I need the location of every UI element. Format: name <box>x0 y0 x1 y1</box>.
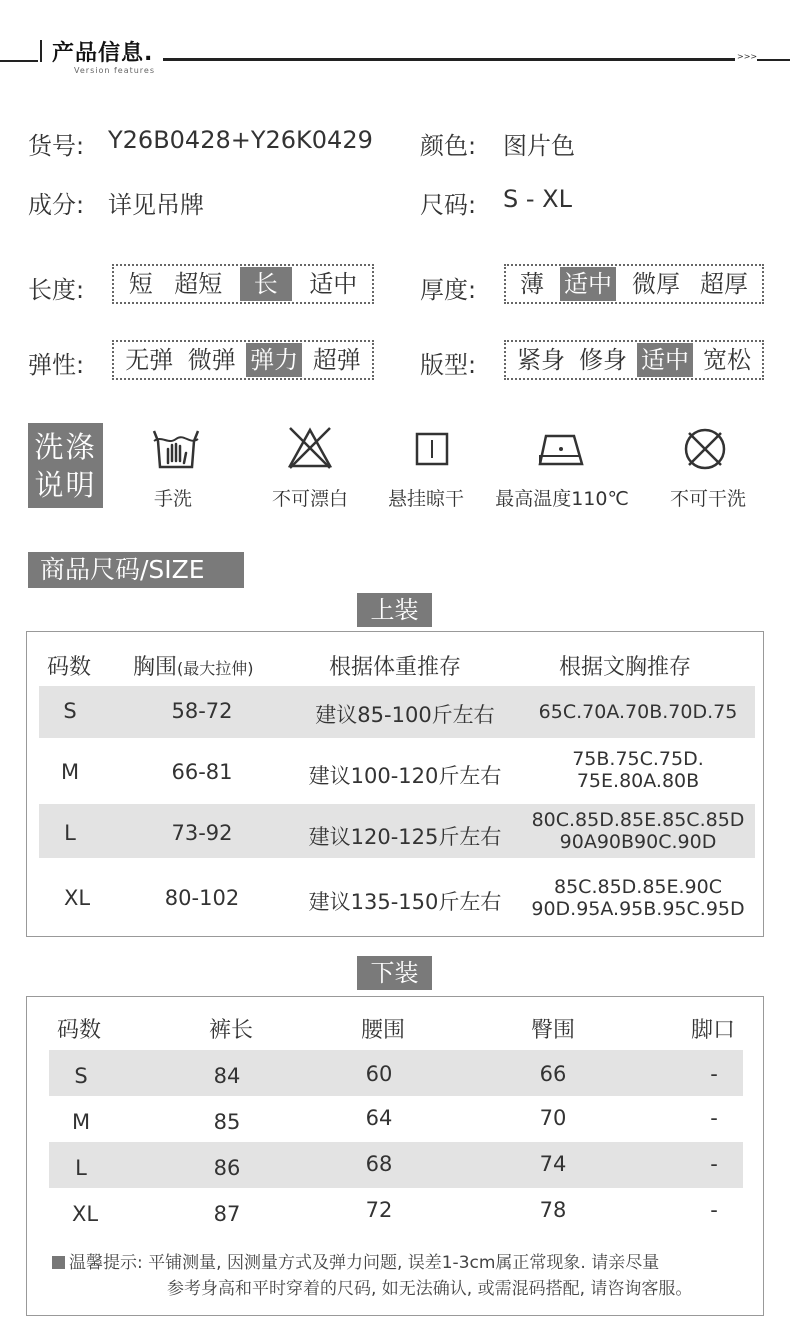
size-tips-note <box>52 1250 692 1302</box>
bra-cell-line2: 90A90B90C.90D <box>559 831 717 853</box>
length-cell: 87 <box>213 1202 241 1226</box>
header-waist: 腰围 <box>361 1018 406 1043</box>
size-label: 尺码: <box>420 191 477 219</box>
length-option-long-selected: 长 <box>240 267 292 301</box>
elasticity-option-none: 无弹 <box>125 346 174 374</box>
hand-wash-label: 手洗 <box>153 488 192 510</box>
bra-cell-line2: 90D.95A.95B.95C.95D <box>531 898 745 920</box>
bra-cell-line1: 80C.85D.85E.85C.85D <box>531 809 745 831</box>
fit-option-loose: 宽松 <box>703 346 751 374</box>
thickness-option-extra-thick: 超厚 <box>700 270 748 298</box>
leg-opening-cell: - <box>710 1106 718 1130</box>
header-rule-left <box>0 60 38 62</box>
table-row <box>39 740 755 802</box>
wash-instructions-title <box>28 423 103 508</box>
bra-cell-line1: 85C.85D.85E.90C <box>554 876 722 898</box>
no-dry-clean-label: 不可干洗 <box>669 488 746 510</box>
bust-cell: 66-81 <box>171 760 233 784</box>
weight-cell: 建议120-125斤左右 <box>308 825 502 849</box>
leg-opening-cell: - <box>710 1198 718 1222</box>
fit-option-regular-selected: 适中 <box>637 343 693 377</box>
table-row <box>49 1142 743 1188</box>
table-row <box>49 1096 743 1142</box>
thickness-option-thin: 薄 <box>520 270 544 298</box>
note-line-2: 参考身高和平时穿着的尺码, 如无法确认, 或需混码搭配, 请咨询客服。 <box>167 1279 693 1299</box>
color-value: 图片色 <box>503 132 575 160</box>
arrows-icon: >>> <box>737 52 758 61</box>
header-leg-opening: 脚口 <box>691 1018 736 1043</box>
section-title-product-info: 产品信息. <box>52 41 154 66</box>
bra-cell-line1: 75B.75C.75D. <box>572 748 704 770</box>
note-text-1: 温馨提示: 平铺测量, 因测量方式及弹力问题, 误差1-3cm属正常现象. 请亲尽量 <box>69 1253 660 1273</box>
note-square-icon <box>52 1256 65 1269</box>
material-value: 详见吊牌 <box>108 191 204 219</box>
fit-label: 版型: <box>420 351 477 379</box>
no-dry-clean-icon <box>683 427 727 475</box>
material-label: 成分: <box>28 191 85 219</box>
no-bleach-icon <box>286 426 334 474</box>
wash-title-line2: 说明 <box>34 468 97 502</box>
size-cell: XL <box>63 886 91 910</box>
table-row <box>49 1188 743 1234</box>
bottoms-title: 下装 <box>357 956 432 990</box>
length-cell: 84 <box>213 1064 241 1088</box>
leg-opening-cell: - <box>710 1152 718 1176</box>
hip-cell: 74 <box>539 1152 567 1176</box>
hip-cell: 70 <box>539 1106 567 1130</box>
waist-cell: 64 <box>365 1106 393 1130</box>
header-bust-label: 胸围 <box>133 655 178 680</box>
size-cell: M <box>60 760 80 784</box>
iron-icon <box>536 432 588 472</box>
section-subtitle: Version features <box>74 66 156 75</box>
bra-cell-line2: 75E.80A.80B <box>576 770 700 792</box>
bust-cell: 73-92 <box>171 821 233 845</box>
size-cell: S <box>63 699 77 723</box>
length-cell: 86 <box>213 1156 241 1180</box>
color-label: 颜色: <box>420 132 477 160</box>
table-row <box>39 804 755 858</box>
weight-cell: 建议85-100斤左右 <box>315 703 495 727</box>
tops-size-table <box>26 631 764 937</box>
wash-title-line1: 洗涤 <box>34 430 97 464</box>
fit-option-slim: 修身 <box>579 346 627 374</box>
note-line-1 <box>52 1250 692 1276</box>
waist-cell: 60 <box>365 1062 393 1086</box>
header-size: 码数 <box>57 1018 102 1043</box>
length-options <box>112 264 374 304</box>
weight-cell: 建议100-120斤左右 <box>308 764 502 788</box>
size-section-title: 商品尺码/SIZE <box>28 552 244 588</box>
thickness-label: 厚度: <box>420 276 477 304</box>
hand-wash-icon <box>150 427 202 473</box>
weight-cell: 建议135-150斤左右 <box>308 890 502 914</box>
thickness-options <box>504 264 764 304</box>
iron-temperature-label: 最高温度110℃ <box>495 488 629 510</box>
elasticity-option-slight: 微弹 <box>187 346 236 374</box>
hang-dry-icon <box>415 432 449 470</box>
size-cell: L <box>75 1156 87 1180</box>
item-number-label: 货号: <box>28 132 85 160</box>
length-option-extra-short: 超短 <box>174 270 223 298</box>
table-row <box>39 868 755 928</box>
tops-title: 上装 <box>357 593 432 627</box>
elasticity-label: 弹性: <box>28 351 85 379</box>
header-divider <box>40 40 42 62</box>
elasticity-option-stretch-selected: 弹力 <box>246 343 302 377</box>
waist-cell: 72 <box>365 1198 393 1222</box>
size-value: S - XL <box>503 185 572 213</box>
header-rule-right <box>757 59 790 61</box>
item-number: Y26B0428+Y26K0429 <box>108 126 373 154</box>
no-bleach-label: 不可漂白 <box>271 488 348 510</box>
length-cell: 85 <box>213 1110 241 1134</box>
thickness-option-slightly-thick: 微厚 <box>632 270 680 298</box>
thickness-option-medium-selected: 适中 <box>560 267 616 301</box>
size-cell: XL <box>71 1202 99 1226</box>
leg-opening-cell: - <box>710 1062 718 1086</box>
elasticity-option-super: 超弹 <box>312 346 361 374</box>
length-label: 长度: <box>28 276 85 304</box>
fit-option-tight: 紧身 <box>517 346 565 374</box>
length-option-short: 短 <box>128 270 153 298</box>
header-rule <box>163 58 735 61</box>
waist-cell: 68 <box>365 1152 393 1176</box>
size-cell: S <box>74 1064 88 1088</box>
header-pants-length: 裤长 <box>209 1018 254 1043</box>
hip-cell: 66 <box>539 1062 567 1086</box>
table-row <box>49 1050 743 1096</box>
length-option-medium: 适中 <box>309 270 358 298</box>
header-weight-recommend: 根据体重推存 <box>329 655 462 680</box>
fit-options <box>504 340 764 380</box>
size-cell: L <box>64 821 76 845</box>
table-row <box>39 686 755 738</box>
size-cell: M <box>71 1110 91 1134</box>
hip-cell: 78 <box>539 1198 567 1222</box>
header-bust-note: (最大拉伸) <box>177 659 254 678</box>
elasticity-options <box>112 340 374 380</box>
header-size: 码数 <box>47 655 92 680</box>
header-bra-recommend: 根据文胸推存 <box>559 655 692 680</box>
bust-cell: 58-72 <box>171 699 233 723</box>
hang-dry-label: 悬挂晾干 <box>387 488 464 510</box>
bra-cell: 65C.70A.70B.70D.75 <box>538 701 738 723</box>
header-hip: 臀围 <box>531 1018 576 1043</box>
header-bust <box>133 650 254 681</box>
bust-cell: 80-102 <box>164 886 240 910</box>
